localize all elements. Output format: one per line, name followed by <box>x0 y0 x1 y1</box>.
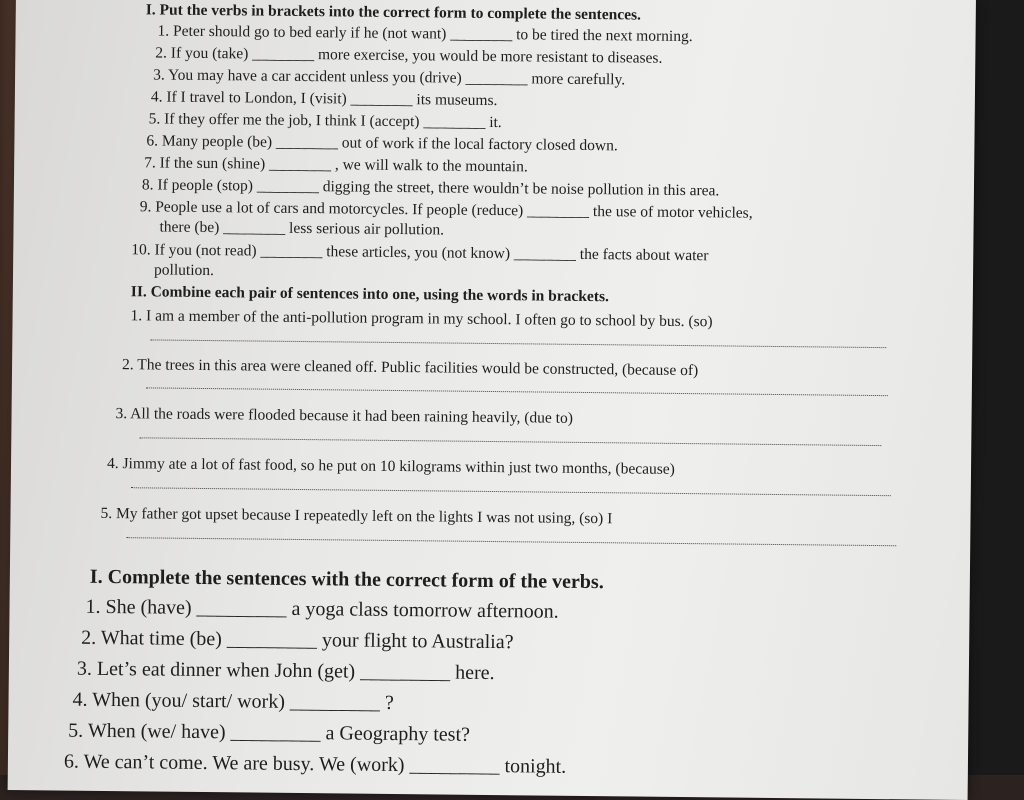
section-a-item-9: 9. People use a lot of cars and motorcycles. If people (reduce) ________ the use of motor vehicles, <box>139 198 753 222</box>
section-c-item-3: 3. Let’s eat dinner when John (get) _________ here. <box>76 657 495 685</box>
dark-edge <box>968 0 1024 775</box>
section-c-item-5: 5. When (we/ have) _________ a Geography test? <box>68 719 471 746</box>
answer-line-5[interactable] <box>126 537 896 546</box>
section-a-item-7: 7. If the sun (shine) ________ , we will walk to the mountain. <box>144 154 528 176</box>
section-c-item-4: 4. When (you/ start/ work) _________ ? <box>72 688 394 714</box>
answer-line-1[interactable] <box>150 339 886 348</box>
section-a-item-8: 8. If people (stop) ________ digging the street, there wouldn’t be noise pollution in this area. <box>141 176 720 200</box>
section-a-item-10-cont: pollution. <box>153 261 215 280</box>
section-a-item-6: 6. Many people (be) ________ out of work if the local factory closed down. <box>146 132 618 155</box>
section-a-item-4: 4. If I travel to London, I (visit) ________ its museums. <box>150 88 498 110</box>
answer-line-2[interactable] <box>146 387 888 396</box>
section-c-header: I. Complete the sentences with the correct form of the verbs. <box>89 565 604 594</box>
section-a-header: I. Put the verbs in brackets into the correct form to complete the sentences. <box>145 1 642 24</box>
section-a-item-1: 1. Peter should go to bed early if he (not want) ________ to be tired the next morning. <box>157 22 693 46</box>
section-b-header: II. Combine each pair of sentences into one, using the words in brackets. <box>130 283 609 306</box>
section-c-item-2: 2. What time (be) _________ your flight to Australia? <box>81 626 514 654</box>
answer-line-3[interactable] <box>139 437 881 446</box>
worksheet-page <box>8 0 976 800</box>
section-b-item-1: 1. I am a member of the anti-pollution program in my school. I often go to school by bus. (so) <box>130 307 713 331</box>
section-c-item-1: 1. She (have) _________ a yoga class tomorrow afternoon. <box>85 595 559 623</box>
answer-line-4[interactable] <box>131 487 891 496</box>
section-b-item-4: 4. Jimmy ate a lot of fast food, so he put on 10 kilograms within just two months, (because) <box>106 454 675 478</box>
section-a-item-10: 10. If you (not read) ________ these articles, you (not know) ________ the facts about water <box>131 241 709 265</box>
section-a-item-5: 5. If they offer me the job, I think I (accept) ________ it. <box>148 110 502 132</box>
section-c-item-6: 6. We can’t come. We are busy. We (work) _________ tonight. <box>63 750 567 778</box>
section-a-item-2: 2. If you (take) ________ more exercise, you would be more resistant to diseases. <box>155 44 663 67</box>
section-b-item-2: 2. The trees in this area were cleaned off. Public facilities would be constructed, (because of) <box>121 356 699 380</box>
section-a-item-3: 3. You may have a car accident unless you (drive) ________ more carefully. <box>153 66 626 89</box>
section-b-item-5: 5. My father got upset because I repeatedly left on the lights I was not using, (so) I <box>100 504 613 528</box>
section-a-item-9-cont: there (be) ________ less serious air pollution. <box>159 218 445 239</box>
section-b-item-3: 3. All the roads were flooded because it had been raining heavily, (due to) <box>115 405 574 427</box>
